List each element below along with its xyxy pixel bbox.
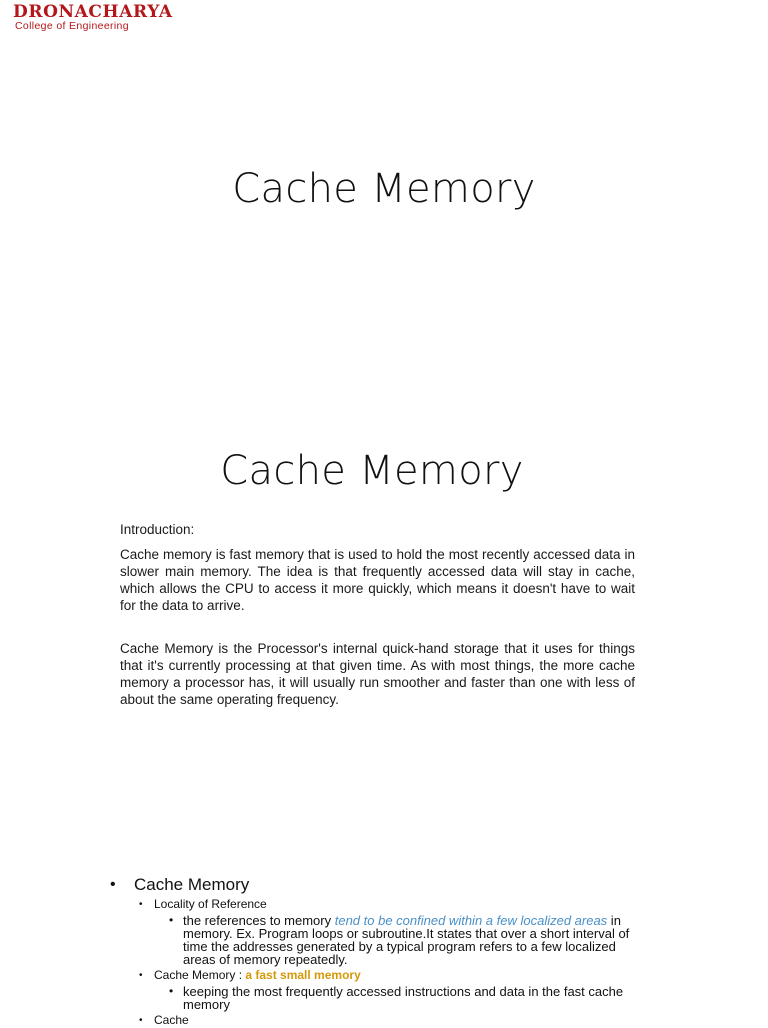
- highlight-text: a fast small memory: [245, 968, 361, 982]
- bullet-dot: •: [139, 970, 143, 981]
- bullet-text: keeping the most frequently accessed instructions and data in the fast cache memory: [183, 984, 624, 1012]
- highlight-text: tend to be confined within a few localized areas: [334, 913, 608, 928]
- bullet-text-post: in memory. Ex. Program loops or subroutine.It states that over a short interval of time the addresses generated by a typical program refers to a few localized areas of memory repeatedly.: [183, 913, 630, 967]
- bullet-dot: •: [139, 1015, 143, 1026]
- bullet-dot: •: [169, 984, 174, 998]
- bullet-locality-of-reference: [110, 897, 650, 912]
- bullet-cache-memory-detail: [110, 985, 650, 1011]
- bullet-text: Cache Memory: [134, 875, 250, 894]
- slide-3: [0, 840, 768, 1027]
- bullet-text: Cache: [154, 1013, 189, 1027]
- slide-2: [0, 400, 768, 840]
- bullet-text-pre: the references to memory: [183, 913, 335, 928]
- slide-1: [0, 0, 768, 400]
- bullet-text: Locality of Reference: [154, 897, 267, 911]
- slide-2-title: Cache Memory: [220, 448, 524, 494]
- bullet-cache-memory-definition: [110, 968, 650, 983]
- bullet-dot: •: [110, 876, 116, 893]
- bullet-dot: •: [169, 913, 174, 927]
- slide-1-title: Cache Memory: [232, 166, 536, 212]
- intro-label: Introduction:: [120, 522, 195, 537]
- bullet-locality-detail: [110, 914, 650, 966]
- logo-title: DRONACHARYA: [13, 2, 173, 22]
- intro-paragraph-2: Cache Memory is the Processor's internal quick-hand storage that it uses for things that it's currently processing at that given time. As with most things, the more cache memory a processor has, it will usually run smoother and faster than one with less of about the same operating frequency.: [120, 641, 635, 707]
- intro-paragraph-1: Cache memory is fast memory that is used to hold the most recently accessed data in slower main memory. The idea is that frequently accessed data will stay in cache, which allows the CPU to access it more quickly, which means it doesn't have to wait for the data to arrive.: [120, 547, 635, 613]
- college-logo: [13, 3, 173, 31]
- logo-subtitle: College of Engineering: [15, 20, 129, 32]
- bullet-cache: [110, 1013, 650, 1028]
- bullet-cache-memory: [110, 875, 650, 895]
- bullet-text-pre: Cache Memory :: [154, 968, 246, 982]
- bullet-list: [110, 875, 650, 1028]
- bullet-dot: •: [139, 899, 143, 910]
